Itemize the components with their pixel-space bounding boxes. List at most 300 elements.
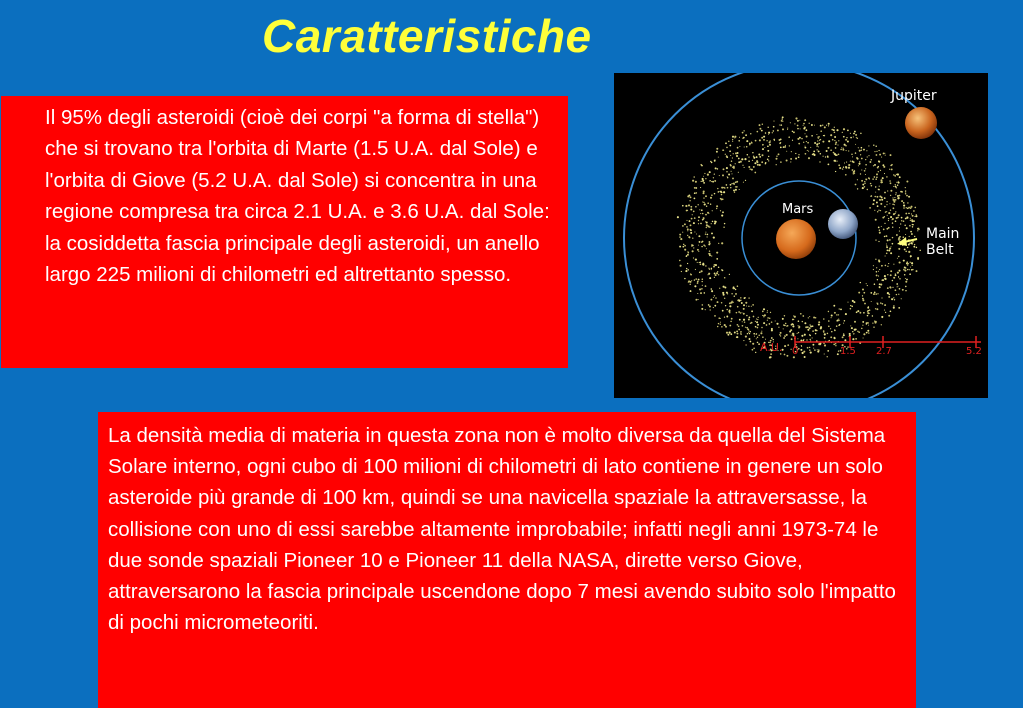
asteroid-dot: [874, 164, 876, 166]
asteroid-dot: [881, 297, 882, 298]
asteroid-dot: [790, 122, 791, 123]
asteroid-dot: [703, 244, 705, 246]
asteroid-dot: [721, 326, 723, 328]
asteroid-dot: [912, 226, 913, 227]
asteroid-dot: [688, 204, 690, 206]
asteroid-dot: [908, 244, 910, 246]
asteroid-dot: [863, 292, 865, 294]
asteroid-dot: [706, 227, 707, 228]
asteroid-dot: [838, 319, 839, 320]
asteroid-dot: [763, 139, 765, 141]
asteroid-dot: [848, 150, 849, 151]
asteroid-dot: [759, 164, 761, 166]
asteroid-dot: [698, 235, 700, 237]
asteroid-dot: [828, 311, 829, 312]
asteroid-dot: [743, 308, 745, 310]
asteroid-dot: [784, 315, 786, 317]
asteroid-dot: [857, 137, 859, 139]
asteroid-dot: [746, 140, 748, 142]
asteroid-dot: [745, 336, 747, 338]
asteroid-dot: [910, 262, 911, 263]
asteroid-dot: [880, 284, 882, 286]
asteroid-dot: [897, 197, 899, 199]
asteroid-dot: [866, 179, 868, 181]
asteroid-dot: [855, 184, 857, 186]
asteroid-dot: [905, 213, 907, 215]
asteroid-dot: [677, 216, 679, 218]
asteroid-dot: [882, 303, 884, 305]
asteroid-dot: [898, 182, 900, 184]
asteroid-dot: [841, 147, 842, 148]
asteroid-dot: [741, 158, 743, 160]
asteroid-dot: [693, 257, 694, 258]
asteroid-dot: [692, 180, 694, 182]
asteroid-dot: [888, 315, 890, 317]
asteroid-dot: [691, 218, 693, 220]
asteroid-dot: [707, 234, 709, 236]
asteroid-dot: [779, 124, 780, 125]
asteroid-dot: [710, 309, 711, 310]
asteroid-dot: [701, 209, 703, 211]
asteroid-dot: [726, 147, 728, 149]
asteroid-dot: [744, 167, 745, 168]
asteroid-dot: [705, 195, 707, 197]
asteroid-dot: [736, 331, 738, 333]
asteroid-dot: [854, 170, 855, 171]
asteroid-dot: [742, 137, 743, 138]
asteroid-dot: [800, 313, 802, 315]
asteroid-dot: [852, 156, 853, 157]
asteroid-dot: [816, 143, 818, 145]
asteroid-dot: [896, 217, 898, 219]
asteroid-dot: [909, 273, 911, 275]
asteroid-dot: [878, 241, 879, 242]
asteroid-dot: [828, 326, 830, 328]
asteroid-dot: [725, 326, 727, 328]
asteroid-dot: [884, 278, 886, 280]
asteroid-dot: [713, 266, 715, 268]
asteroid-dot: [899, 231, 900, 232]
asteroid-dot: [749, 333, 750, 334]
asteroid-dot: [684, 245, 686, 247]
asteroid-dot: [869, 161, 871, 163]
asteroid-dot: [835, 147, 837, 149]
asteroid-dot: [739, 189, 740, 190]
asteroid-dot: [845, 166, 847, 168]
asteroid-dot: [701, 241, 703, 243]
asteroid-dot: [755, 321, 756, 322]
asteroid-dot: [723, 294, 725, 296]
asteroid-dot: [767, 312, 768, 313]
asteroid-dot: [802, 315, 804, 317]
asteroid-dot: [814, 142, 816, 144]
asteroid-dot: [827, 163, 829, 165]
asteroid-dot: [756, 338, 757, 339]
asteroid-dot: [726, 184, 728, 186]
asteroid-dot: [890, 210, 891, 211]
asteroid-dot: [716, 148, 718, 150]
asteroid-dot: [724, 223, 725, 224]
asteroid-dot: [847, 130, 849, 132]
asteroid-dot: [851, 306, 853, 308]
asteroid-dot: [694, 285, 696, 287]
asteroid-dot: [899, 239, 900, 240]
asteroid-dot: [782, 128, 784, 130]
mars-planet: [776, 219, 816, 259]
asteroid-dot: [907, 202, 908, 203]
asteroid-dot: [694, 232, 695, 233]
asteroid-dot: [828, 320, 830, 322]
asteroid-dot: [853, 136, 854, 137]
asteroid-dot: [759, 124, 761, 126]
asteroid-dot: [894, 204, 895, 205]
asteroid-dot: [715, 221, 717, 223]
asteroid-dot: [725, 305, 726, 306]
asteroid-dot: [745, 180, 746, 181]
asteroid-dot: [729, 332, 731, 334]
asteroid-dot: [696, 233, 697, 234]
asteroid-dot: [878, 271, 879, 272]
asteroid-dot: [869, 178, 870, 179]
asteroid-dot: [884, 310, 885, 311]
asteroid-dot: [749, 144, 750, 145]
asteroid-dot: [910, 267, 911, 268]
asteroid-dot: [773, 130, 774, 131]
asteroid-dot: [863, 149, 865, 151]
asteroid-dot: [899, 236, 901, 238]
asteroid-dot: [687, 210, 688, 211]
asteroid-dot: [695, 181, 697, 183]
asteroid-dot: [741, 302, 743, 304]
asteroid-dot: [729, 302, 731, 304]
asteroid-dot: [882, 177, 884, 179]
asteroid-dot: [721, 192, 723, 194]
asteroid-dot: [684, 249, 686, 251]
asteroid-dot: [822, 141, 824, 143]
asteroid-dot: [756, 318, 757, 319]
asteroid-dot: [694, 217, 696, 219]
asteroid-dot: [833, 344, 835, 346]
asteroid-dot: [875, 293, 877, 295]
asteroid-dot: [813, 154, 815, 156]
asteroid-dot: [824, 126, 826, 128]
asteroid-dot: [858, 292, 860, 294]
asteroid-dot: [855, 338, 857, 340]
asteroid-dot: [732, 177, 734, 179]
asteroid-dot: [716, 258, 718, 260]
asteroid-dot: [868, 155, 869, 156]
asteroid-dot: [885, 155, 886, 156]
asteroid-dot: [839, 308, 840, 309]
asteroid-dot: [705, 285, 707, 287]
asteroid-dot: [875, 219, 877, 221]
asteroid-dot: [867, 189, 868, 190]
asteroid-dot: [797, 333, 798, 334]
asteroid-dot: [772, 132, 773, 133]
asteroid-dot: [709, 243, 710, 244]
asteroid-dot: [888, 249, 890, 251]
asteroid-dot: [776, 156, 777, 157]
asteroid-dot: [787, 128, 788, 129]
asteroid-dot: [854, 131, 856, 133]
asteroid-dot: [764, 147, 765, 148]
asteroid-dot: [899, 288, 901, 290]
asteroid-dot: [916, 270, 918, 272]
asteroid-dot: [861, 169, 862, 170]
asteroid-dot: [875, 178, 877, 180]
asteroid-dot: [782, 118, 783, 119]
asteroid-dot: [767, 145, 769, 147]
asteroid-dot: [718, 274, 719, 275]
asteroid-dot: [735, 289, 736, 290]
asteroid-dot: [905, 193, 907, 195]
asteroid-dot: [872, 178, 873, 179]
asteroid-dot: [785, 336, 786, 337]
asteroid-dot: [892, 222, 893, 223]
asteroid-dot: [906, 195, 908, 197]
asteroid-dot: [748, 166, 750, 168]
scale-tick-0: 0: [792, 346, 799, 357]
asteroid-dot: [885, 255, 886, 256]
asteroid-dot: [894, 197, 895, 198]
asteroid-dot: [711, 299, 712, 300]
asteroid-dot: [905, 250, 907, 252]
asteroid-dot: [805, 153, 807, 155]
asteroid-dot: [895, 192, 896, 193]
asteroid-dot: [793, 319, 794, 320]
asteroid-dot: [702, 285, 703, 286]
asteroid-dot: [786, 355, 788, 357]
asteroid-dot: [878, 259, 880, 261]
asteroid-dot: [753, 166, 755, 168]
asteroid-dot: [867, 285, 868, 286]
asteroid-dot: [859, 150, 861, 152]
asteroid-dot: [740, 333, 742, 335]
asteroid-dot: [880, 170, 881, 171]
asteroid-dot: [721, 302, 723, 304]
asteroid-dot: [895, 211, 896, 212]
asteroid-dot: [889, 239, 891, 241]
asteroid-dot: [709, 268, 710, 269]
asteroid-dot: [913, 246, 915, 248]
asteroid-dot: [827, 333, 829, 335]
asteroid-dot: [907, 269, 909, 271]
mars-label: Mars: [782, 202, 814, 217]
asteroid-dot: [721, 215, 723, 217]
asteroid-dot: [875, 186, 876, 187]
asteroid-dot: [797, 120, 799, 122]
asteroid-dot: [793, 131, 795, 133]
asteroid-dot: [890, 195, 891, 196]
asteroid-dot: [697, 282, 699, 284]
asteroid-dot: [727, 187, 729, 189]
asteroid-dot: [861, 147, 863, 149]
asteroid-dot: [756, 333, 757, 334]
asteroid-dot: [707, 202, 709, 204]
asteroid-dot: [875, 308, 876, 309]
asteroid-dot: [897, 286, 898, 287]
asteroid-dot: [816, 145, 817, 146]
asteroid-dot: [709, 241, 711, 243]
asteroid-dot: [887, 239, 889, 241]
asteroid-dot: [716, 252, 718, 254]
asteroid-dot: [888, 220, 889, 221]
asteroid-dot: [800, 349, 802, 351]
asteroid-dot: [763, 136, 765, 138]
asteroid-dot: [835, 171, 836, 172]
asteroid-dot: [703, 264, 705, 266]
asteroid-dot: [727, 176, 728, 177]
asteroid-dot: [773, 126, 775, 128]
asteroid-dot: [837, 353, 839, 355]
asteroid-dot: [722, 198, 724, 200]
asteroid-dot: [729, 325, 731, 327]
asteroid-dot: [862, 321, 864, 323]
asteroid-dot: [881, 199, 883, 201]
asteroid-dot: [717, 168, 719, 170]
asteroid-dot: [801, 138, 803, 140]
asteroid-dot: [860, 282, 861, 283]
asteroid-dot: [917, 258, 919, 260]
earth-planet: [828, 209, 858, 239]
asteroid-dot: [886, 211, 887, 212]
asteroid-dot: [868, 145, 869, 146]
asteroid-dot: [820, 125, 822, 127]
asteroid-dot: [783, 328, 784, 329]
asteroid-dot: [720, 210, 721, 211]
asteroid-dot: [874, 292, 876, 294]
asteroid-dot: [753, 348, 755, 350]
asteroid-dot: [850, 308, 852, 310]
asteroid-dot: [855, 328, 857, 330]
asteroid-dot: [743, 304, 745, 306]
asteroid-dot: [873, 199, 875, 201]
asteroid-dot: [824, 353, 825, 354]
asteroid-dot: [700, 187, 701, 188]
asteroid-dot: [686, 226, 688, 228]
asteroid-dot: [702, 201, 703, 202]
asteroid-dot: [878, 160, 880, 162]
asteroid-dot: [893, 277, 895, 279]
asteroid-dot: [680, 238, 682, 240]
asteroid-dot: [894, 299, 895, 300]
asteroid-dot: [904, 248, 906, 250]
asteroid-dot: [818, 138, 819, 139]
asteroid-dot: [827, 156, 829, 158]
asteroid-dot: [780, 161, 782, 163]
asteroid-dot: [786, 326, 787, 327]
asteroid-dot: [709, 226, 710, 227]
asteroid-dot: [839, 167, 841, 169]
asteroid-dot: [808, 157, 810, 159]
asteroid-dot: [743, 313, 745, 315]
asteroid-dot: [750, 323, 751, 324]
asteroid-dot: [713, 238, 714, 239]
asteroid-dot: [862, 325, 863, 326]
asteroid-dot: [744, 146, 745, 147]
paragraph-belt-location: Il 95% degli asteroidi (cioè dei corpi "a forma di stella") che si trovano tra l'orbita di Marte (1.5 U.A. dal Sole) e l'orbita di Giove (5.2 U.A. dal Sole) si concentra in una regione compresa tra circa 2.1 U.A. e 3.6 U.A. dal Sole: la cosiddetta fascia principale degli asteroidi, un anello largo 225 milioni di chilometri ed altrettanto spesso.: [45, 106, 550, 287]
asteroid-dot: [919, 250, 920, 251]
asteroid-dot: [886, 204, 887, 205]
asteroid-dot: [762, 336, 764, 338]
asteroid-dot: [798, 320, 800, 322]
asteroid-dot: [694, 198, 696, 200]
asteroid-dot: [685, 205, 687, 207]
asteroid-dot: [804, 356, 806, 358]
asteroid-dot: [846, 162, 847, 163]
asteroid-dot: [873, 144, 874, 145]
scale-tick-5-2: 5.2: [966, 346, 982, 357]
asteroid-dot: [690, 208, 692, 210]
asteroid-dot: [716, 151, 718, 153]
asteroid-dot: [896, 234, 898, 236]
asteroid-dot: [804, 119, 806, 121]
asteroid-dot: [770, 312, 771, 313]
asteroid-dot: [877, 211, 878, 212]
asteroid-dot: [834, 312, 836, 314]
asteroid-dot: [711, 269, 712, 270]
asteroid-dot: [750, 341, 752, 343]
asteroid-dot: [827, 356, 828, 357]
asteroid-dot: [739, 137, 740, 138]
asteroid-dot: [700, 262, 702, 264]
asteroid-dot: [729, 150, 731, 152]
asteroid-dot: [875, 321, 877, 323]
asteroid-dot: [691, 280, 692, 281]
asteroid-dot: [900, 223, 901, 224]
asteroid-dot: [747, 328, 749, 330]
asteroid-dot: [712, 221, 714, 223]
asteroid-dot: [703, 192, 705, 194]
asteroid-dot: [761, 130, 763, 132]
asteroid-dot: [893, 297, 894, 298]
asteroid-dot: [775, 320, 776, 321]
asteroid-dot: [883, 166, 885, 168]
asteroid-dot: [850, 133, 851, 134]
asteroid-dot: [879, 283, 881, 285]
asteroid-dot: [737, 324, 739, 326]
asteroid-dot: [893, 174, 894, 175]
asteroid-dot: [804, 147, 806, 149]
asteroid-dot: [873, 265, 874, 266]
asteroid-dot: [749, 331, 751, 333]
asteroid-dot: [784, 146, 786, 148]
asteroid-dot: [695, 259, 697, 261]
asteroid-dot: [721, 194, 722, 195]
asteroid-dot: [712, 210, 713, 211]
asteroid-dot: [867, 330, 869, 332]
asteroid-dot: [843, 148, 844, 149]
diagram-svg: [614, 73, 988, 398]
asteroid-dot: [864, 183, 865, 184]
asteroid-dot: [893, 264, 894, 265]
asteroid-dot: [896, 174, 897, 175]
asteroid-dot: [694, 187, 696, 189]
asteroid-dot: [853, 171, 855, 173]
asteroid-dot: [715, 274, 717, 276]
asteroid-dot: [708, 273, 709, 274]
asteroid-dot: [886, 176, 888, 178]
asteroid-dot: [697, 262, 698, 263]
asteroid-dot: [864, 170, 866, 172]
asteroid-dot: [831, 331, 832, 332]
asteroid-dot: [792, 334, 794, 336]
asteroid-dot: [809, 324, 810, 325]
asteroid-dot: [860, 173, 861, 174]
asteroid-dot: [700, 263, 702, 265]
asteroid-dot: [715, 264, 717, 266]
asteroid-dot: [813, 317, 815, 319]
